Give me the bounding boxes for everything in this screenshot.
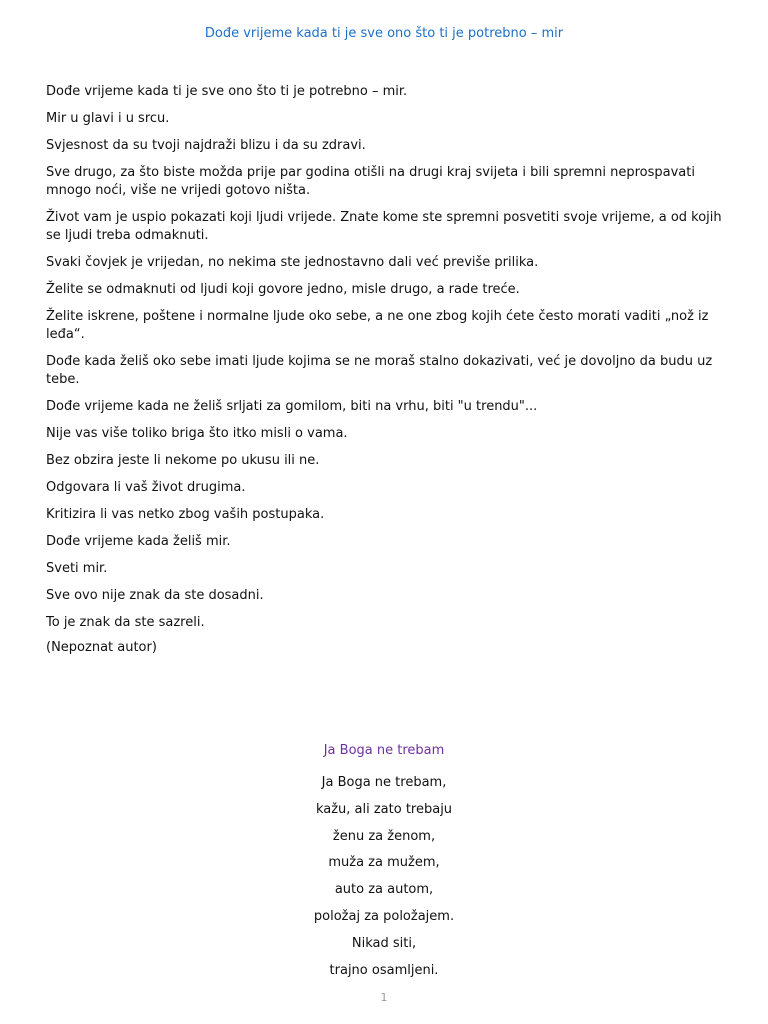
paragraph: Sveti mir. (46, 561, 108, 576)
paragraph: Mir u glavi i u srcu. (46, 111, 170, 126)
poem-line: trajno osamljeni. (329, 962, 439, 978)
poem-line: položaj za položajem. (313, 908, 455, 924)
section2-title: Ja Boga ne trebam (323, 743, 445, 758)
paragraph: Odgovara li vaš život drugima. (46, 480, 246, 495)
poem-body (0, 774, 768, 988)
paragraph: Bez obzira jeste li nekome po ukusu ili ne. (46, 453, 320, 468)
section1-title: Dođe vrijeme kada ti je sve ono što ti je potrebno – mir (204, 26, 564, 41)
poem-line: ženu za ženom, (332, 828, 436, 844)
poem-line: muža za mužem, (328, 855, 440, 871)
section1-body (46, 83, 726, 641)
poem-line: Ja Boga ne trebam, (321, 775, 447, 790)
paragraph: Sve ovo nije znak da ste dosadni. (46, 588, 264, 603)
page-number: 1 (380, 991, 388, 1004)
paragraph: Želite se odmaknuti od ljudi koji govore jedno, misle drugo, a rade treće. (46, 282, 520, 297)
paragraph: To je znak da ste sazreli. (46, 615, 205, 630)
paragraph: Nije vas više toliko briga što itko misli o vama. (46, 426, 348, 441)
paragraph: Dođe kada želiš oko sebe imati ljude kojima se ne moraš stalno dokazivati, već je dovoljno da budu uz tebe. (46, 354, 713, 387)
paragraph: Kritizira li vas netko zbog vaših postupaka. (46, 507, 325, 522)
paragraph: Dođe vrijeme kada ne želiš srljati za gomilom, biti na vrhu, biti "u trendu"... (46, 399, 538, 414)
paragraph: Život vam je uspio pokazati koji ljudi vrijede. Znate kome ste spremni posvetiti svoje vrijeme, a od kojih se ljudi treba odmaknuti. (46, 210, 722, 243)
paragraph: Svjesnost da su tvoji najdraži blizu i da su zdravi. (46, 138, 366, 153)
paragraph: Dođe vrijeme kada želiš mir. (46, 534, 231, 549)
author-credit: (Nepoznat autor) (46, 640, 157, 655)
paragraph: Sve drugo, za što biste možda prije par godina otišli na drugi kraj svijeta i bili spremni neprospavati mnogo noći, više ne vrijedi gotovo ništa. (46, 165, 695, 198)
poem-line: kažu, ali zato trebaju (315, 801, 453, 817)
paragraph: Želite iskrene, poštene i normalne ljude oko sebe, a ne one zbog kojih ćete često morati vaditi „nož iz leđa“. (46, 309, 709, 342)
poem-line: Nikad siti, (351, 935, 417, 951)
paragraph: Dođe vrijeme kada ti je sve ono što ti je potrebno – mir. (46, 84, 408, 99)
paragraph: Svaki čovjek je vrijedan, no nekima ste jednostavno dali već previše prilika. (46, 255, 539, 270)
poem-line: auto za autom, (334, 882, 434, 898)
